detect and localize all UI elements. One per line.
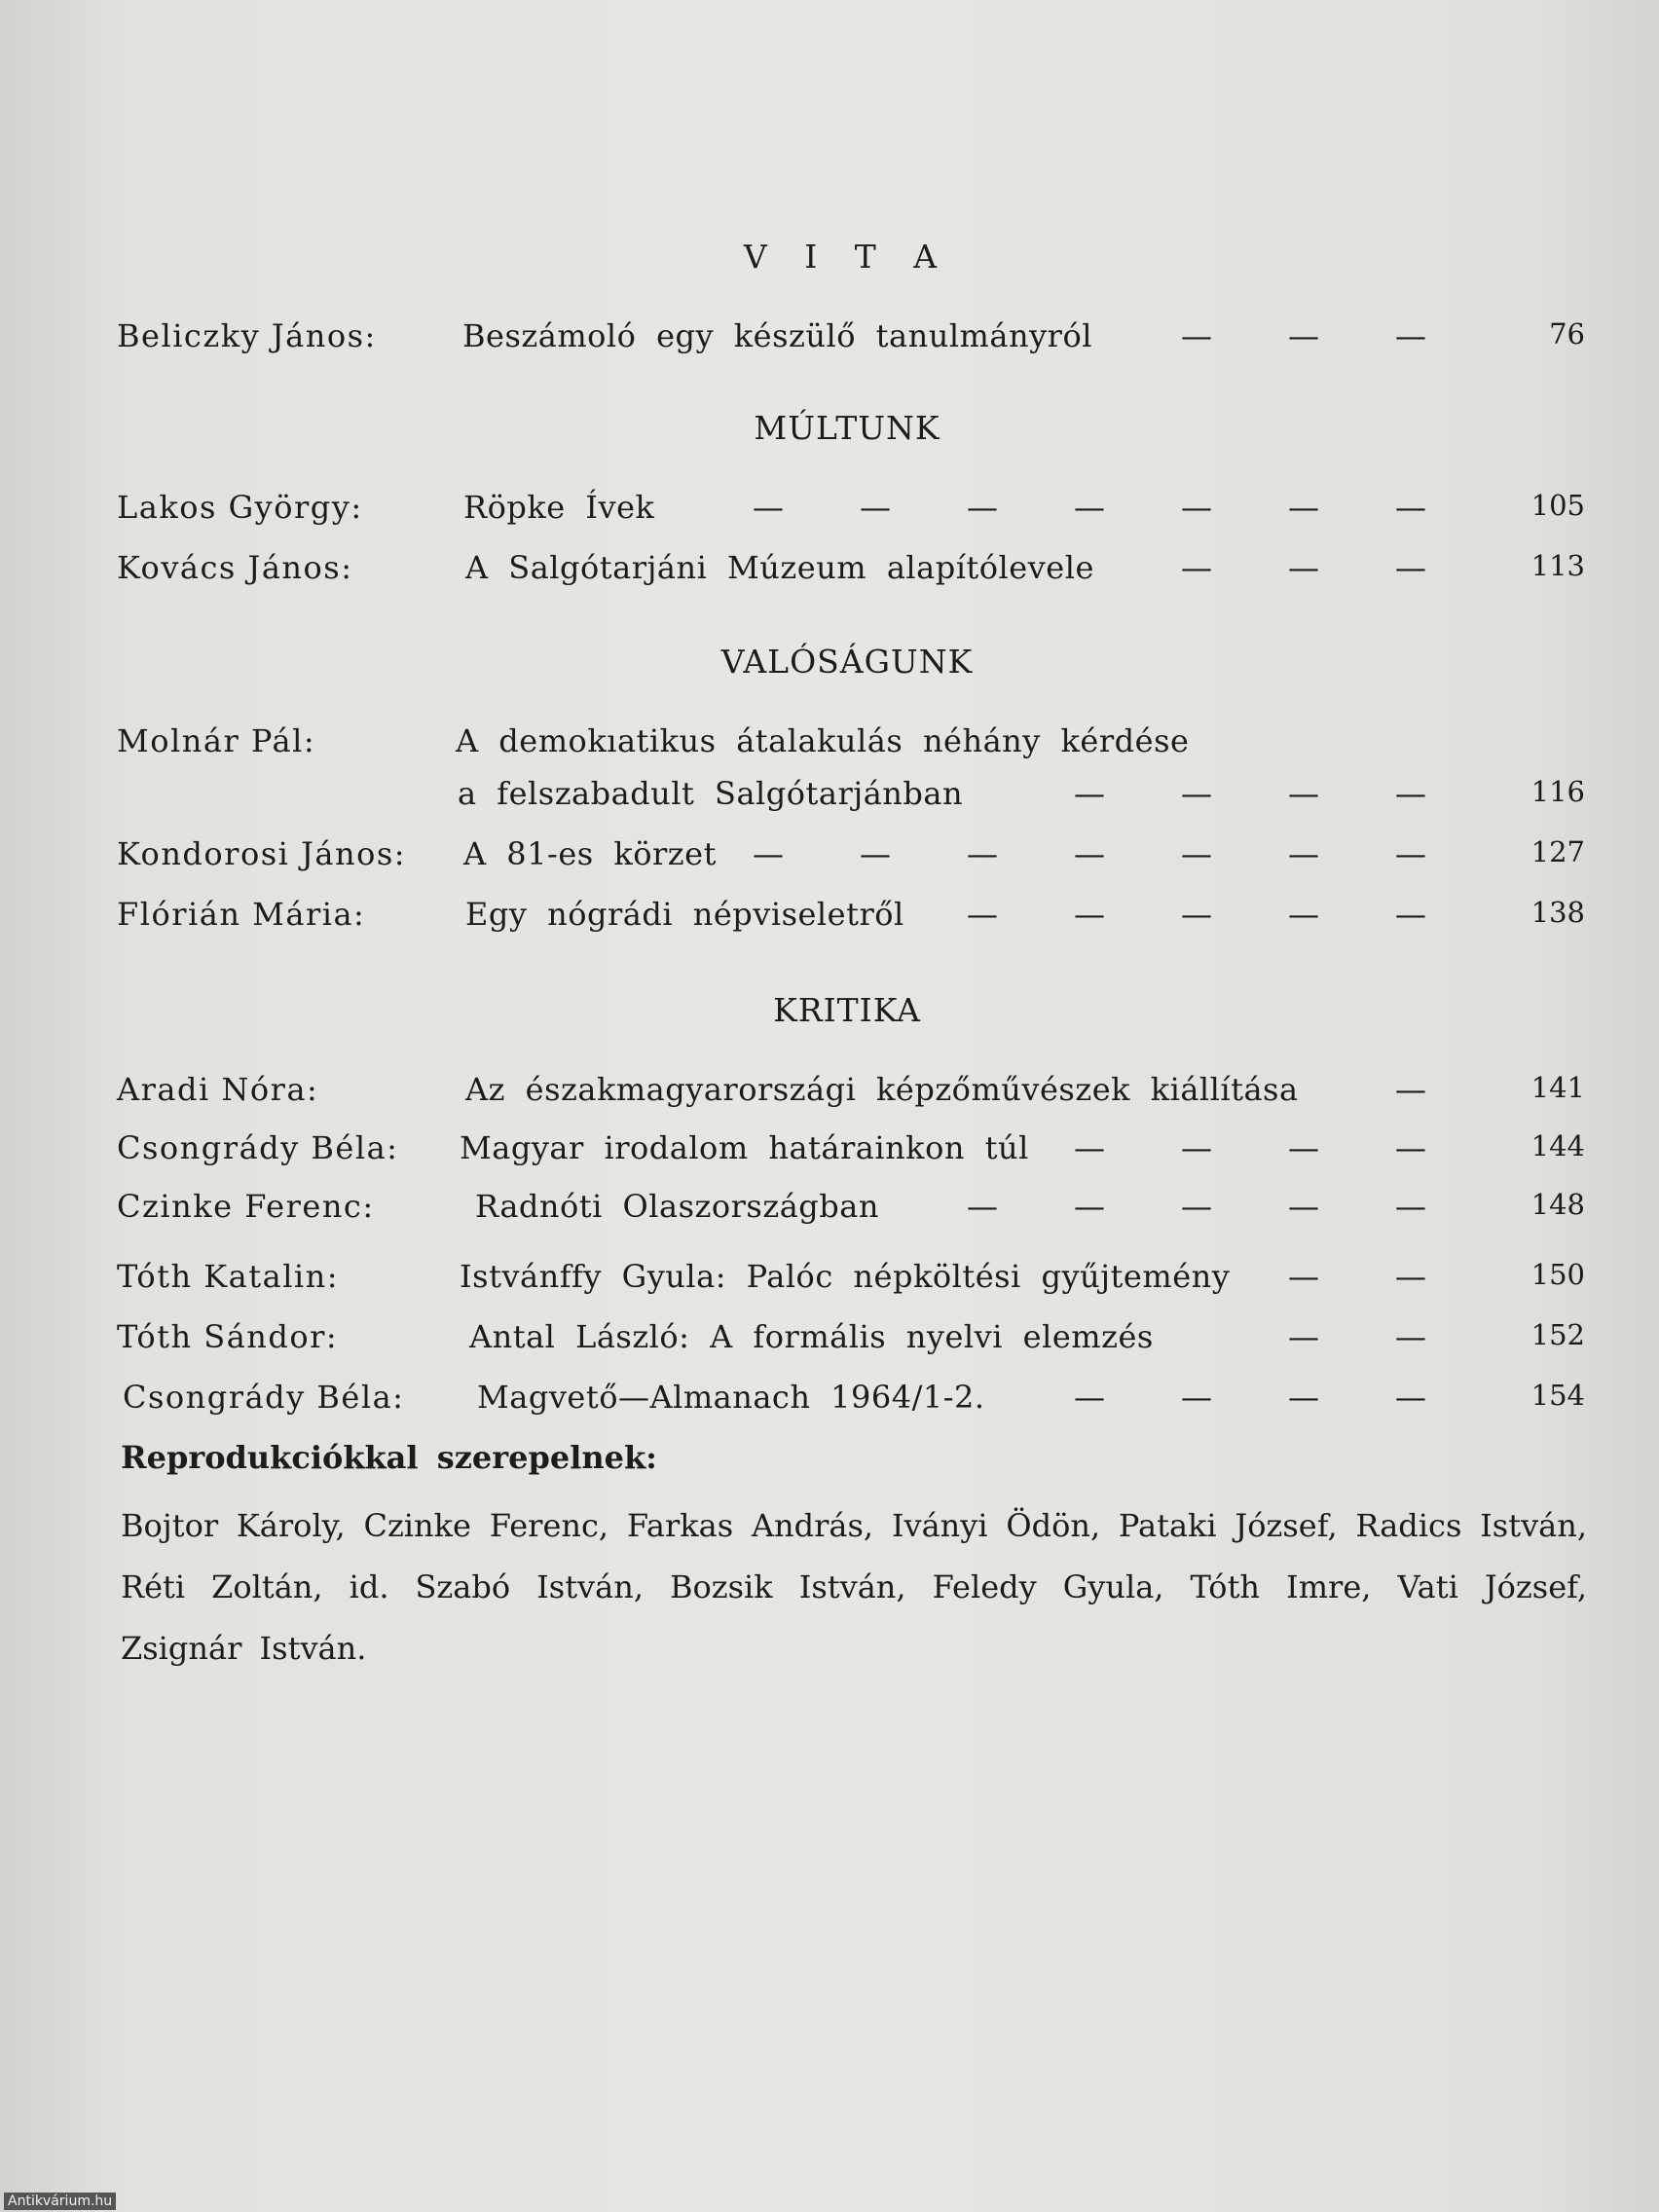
- leader-dashes: — — —: [1181, 317, 1426, 354]
- entry-page-number: 76: [1549, 317, 1585, 350]
- toc-entry: [0, 489, 1659, 537]
- entry-title: Magyar irodalom határainkon túl: [460, 1129, 1029, 1166]
- entry-title: A Salgótarjáni Múzeum alapítólevele: [465, 549, 1094, 586]
- leader-dashes: — — — — — — —: [753, 489, 1426, 526]
- leader-dashes: — — — — —: [967, 896, 1426, 933]
- watermark: Antikvárium.hu: [4, 2193, 116, 2210]
- entry-page-number: 105: [1530, 489, 1585, 522]
- entry-author: Molnár Pál:: [117, 722, 316, 759]
- entry-author: Kovács János:: [117, 549, 353, 586]
- leader-dashes: —: [1395, 1071, 1426, 1108]
- toc-entry: [0, 722, 1659, 771]
- toc-entry: [0, 835, 1659, 884]
- entry-author: Csongrády Béla:: [123, 1379, 405, 1416]
- entry-author: Csongrády Béla:: [117, 1129, 399, 1166]
- toc-entry: [0, 1379, 1659, 1427]
- entry-page-number: 154: [1530, 1379, 1585, 1412]
- entry-author: Lakos György:: [117, 489, 363, 526]
- toc-entry: [0, 1188, 1659, 1236]
- leader-dashes: — — — —: [1074, 775, 1426, 812]
- toc-entry: [0, 1129, 1659, 1178]
- leader-dashes: — — — — — — —: [753, 835, 1426, 872]
- entry-page-number: 150: [1530, 1258, 1585, 1291]
- entry-title: Istvánffy Gyula: Palóc népköltési gyűjtemény: [460, 1258, 1231, 1295]
- entry-title: Magvető—Almanach 1964/1-2.: [477, 1379, 985, 1416]
- leader-dashes: — — — — —: [967, 1188, 1426, 1225]
- entry-author: Tóth Katalin:: [117, 1258, 340, 1295]
- entry-author: Kondorosi János:: [117, 835, 407, 872]
- entry-author: Czinke Ferenc:: [117, 1188, 375, 1225]
- toc-entry: [0, 896, 1659, 944]
- entry-page-number: 152: [1530, 1318, 1585, 1351]
- leader-dashes: — —: [1288, 1318, 1426, 1355]
- entry-page-number: 138: [1530, 896, 1585, 929]
- entry-title: Beszámoló egy készülő tanulmányról: [462, 317, 1092, 354]
- section-heading-multunk: MÚLTUNK: [754, 409, 940, 447]
- entry-page-number: 148: [1530, 1188, 1585, 1221]
- toc-entry: [0, 1258, 1659, 1307]
- entry-page-number: 113: [1530, 549, 1585, 582]
- entry-page-number: 144: [1530, 1129, 1585, 1162]
- entry-title: Röpke Ívek: [463, 489, 655, 526]
- entry-author: Flórián Mária:: [117, 896, 366, 933]
- entry-page-number: 116: [1530, 775, 1585, 808]
- entry-title: Az északmagyarországi képzőművészek kiállítása: [465, 1071, 1299, 1108]
- leader-dashes: — —: [1288, 1258, 1426, 1295]
- entry-page-number: 127: [1530, 835, 1585, 868]
- reproductions-heading: Reprodukciókkal szerepelnek:: [121, 1439, 657, 1476]
- entry-author: Aradi Nóra:: [117, 1071, 319, 1108]
- entry-title: Egy nógrádi népviseletről: [465, 896, 904, 933]
- entry-title: A 81-es körzet: [463, 835, 717, 872]
- entry-author: Tóth Sándor:: [117, 1318, 339, 1355]
- entry-author: Beliczky János:: [117, 317, 377, 354]
- entry-page-number: 141: [1530, 1071, 1585, 1104]
- leader-dashes: — — —: [1181, 549, 1426, 586]
- entry-title: Radnóti Olaszországban: [475, 1188, 879, 1225]
- section-heading-vita: V I T A: [743, 238, 951, 276]
- entry-title: Antal László: A formális nyelvi elemzés: [469, 1318, 1154, 1355]
- toc-entry: [0, 549, 1659, 598]
- section-heading-kritika: KRITIKA: [773, 991, 921, 1029]
- section-heading-valosagunk: VALÓSÁGUNK: [720, 643, 974, 681]
- leader-dashes: — — — —: [1074, 1129, 1426, 1166]
- toc-entry-continued: [0, 775, 1659, 824]
- toc-entry: [0, 1318, 1659, 1367]
- toc-entry: [0, 317, 1659, 366]
- toc-entry: [0, 1071, 1659, 1120]
- reproductions-artist-list: Bojtor Károly, Czinke Ferenc, Farkas András, Iványi Ödön, Pataki József, Radics István, Réti Zoltán, id. Szabó István, Bozsik István, Feledy Gyula, Tóth Imre, Vati József, Zsignár István.: [121, 1507, 1587, 1667]
- entry-title: A demokıatikus átalakulás néhány kérdése: [456, 722, 1190, 759]
- entry-title-continued: a felszabadult Salgótarjánban: [458, 775, 964, 812]
- leader-dashes: — — — —: [1074, 1379, 1426, 1416]
